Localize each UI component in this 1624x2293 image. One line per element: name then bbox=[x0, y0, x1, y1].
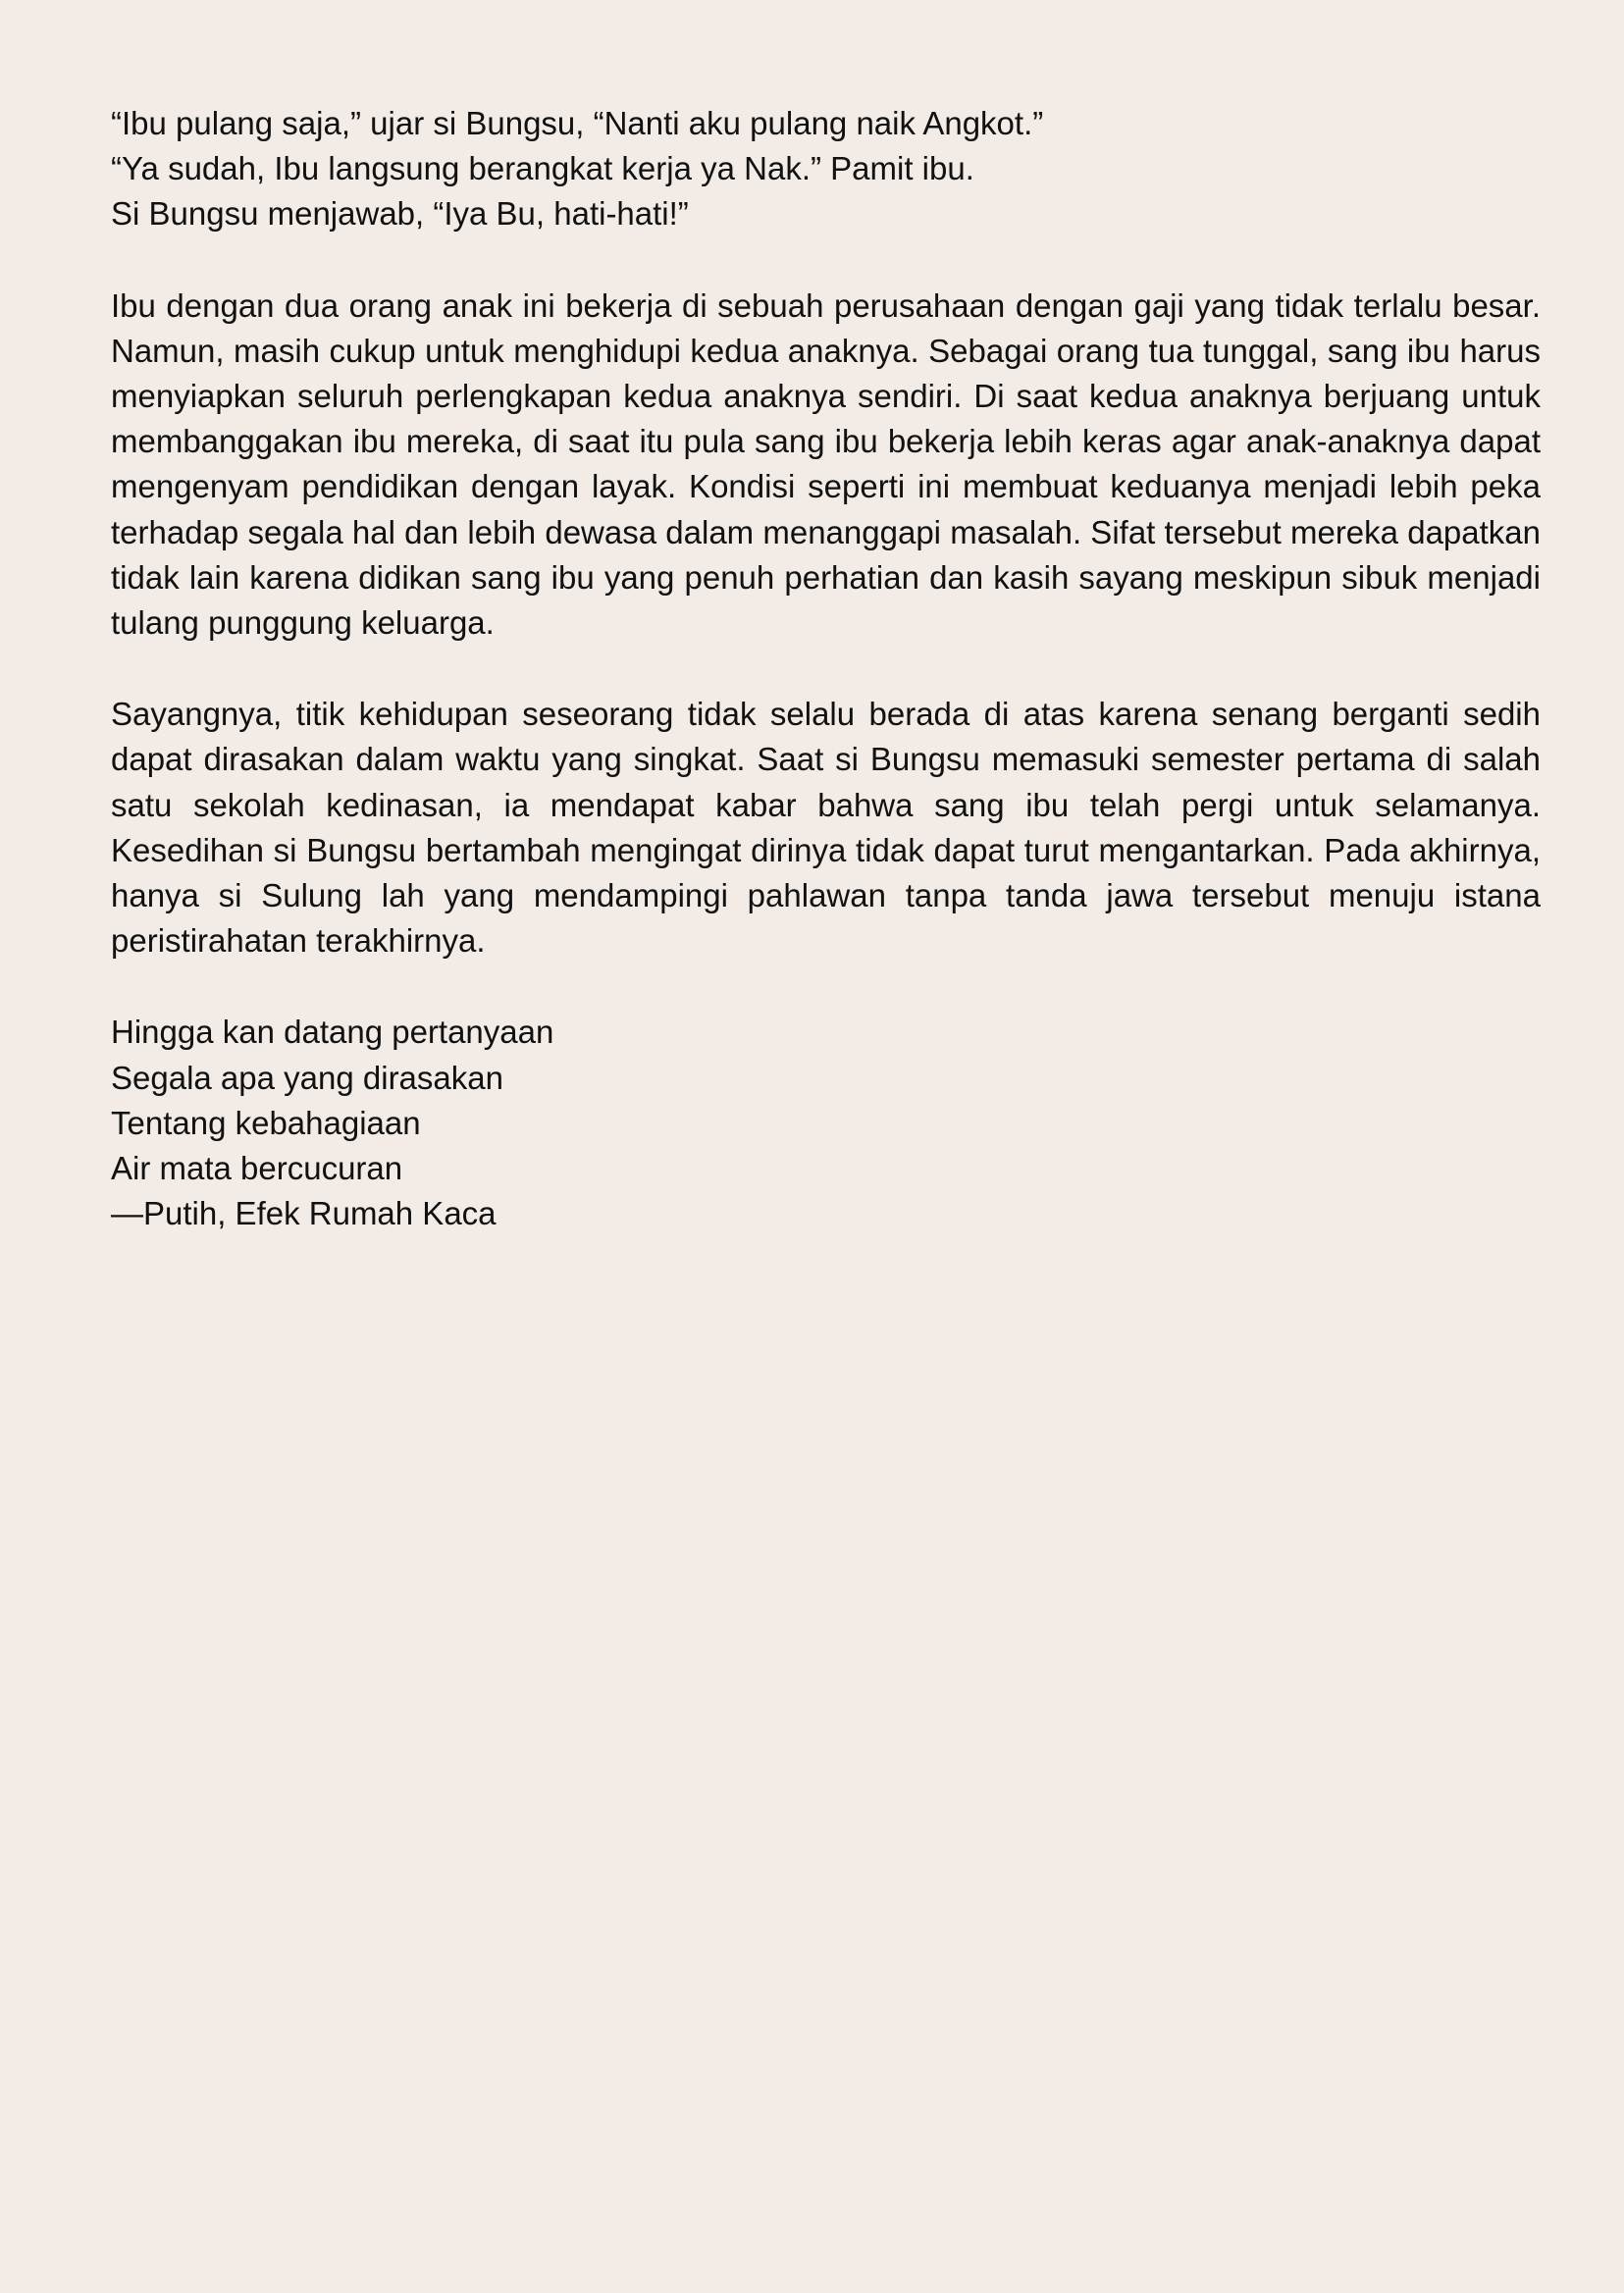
dialogue-line: Si Bungsu menjawab, “Iya Bu, hati-hati!” bbox=[111, 195, 689, 233]
lyric-line: Tentang kebahagiaan bbox=[111, 1104, 421, 1141]
dialogue-line: “Ibu pulang saja,” ujar si Bungsu, “Nanti aku pulang naik Angkot.” bbox=[111, 105, 1044, 141]
paragraph-block bbox=[111, 692, 1541, 964]
dialogue-block bbox=[111, 101, 1541, 237]
dialogue-line: “Ya sudah, Ibu langsung berangkat kerja ya Nak.” Pamit ibu. bbox=[111, 150, 974, 187]
paragraph: Sayangnya, titik kehidupan seseorang tidak selalu berada di atas karena senang berganti sedih dapat dirasakan dalam waktu yang singkat. Saat si Bungsu memasuki semester pertama di salah satu sekolah kedinasan, ia mendapat kabar bahwa sang ibu telah pergi untuk selamanya. Kesedihan si Bungsu bertambah mengingat dirinya tidak dapat turut mengantarkan. Pada akhirnya, hanya si Sulung lah yang mendampingi pahlawan tanpa tanda jawa tersebut menuju istana peristirahatan terakhirnya. bbox=[111, 696, 1541, 960]
lyric-line: Segala apa yang dirasakan bbox=[111, 1059, 503, 1096]
document-body bbox=[111, 101, 1541, 1236]
lyrics-block bbox=[111, 1010, 1541, 1236]
paragraph: Ibu dengan dua orang anak ini bekerja di sebuah perusahaan dengan gaji yang tidak terlalu besar. Namun, masih cukup untuk menghidupi kedua anaknya. Sebagai orang tua tunggal, sang ibu harus menyiapkan seluruh perlengkapan kedua anaknya sendiri. Di saat kedua anaknya berjuang untuk membanggakan ibu mereka, di saat itu pula sang ibu bekerja lebih keras agar anak-anaknya dapat mengenyam pendidikan dengan layak. Kondisi seperti ini membuat keduanya menjadi lebih peka terhadap segala hal dan lebih dewasa dalam menanggapi masalah. Sifat tersebut mereka dapatkan tidak lain karena didikan sang ibu yang penuh perhatian dan kasih sayang meskipun sibuk menjadi tulang punggung keluarga. bbox=[111, 287, 1541, 642]
paragraph-block bbox=[111, 284, 1541, 647]
lyric-line: Hingga kan datang pertanyaan bbox=[111, 1014, 554, 1051]
lyric-attribution: —Putih, Efek Rumah Kaca bbox=[111, 1195, 497, 1232]
lyric-line: Air mata bercucuran bbox=[111, 1150, 403, 1187]
